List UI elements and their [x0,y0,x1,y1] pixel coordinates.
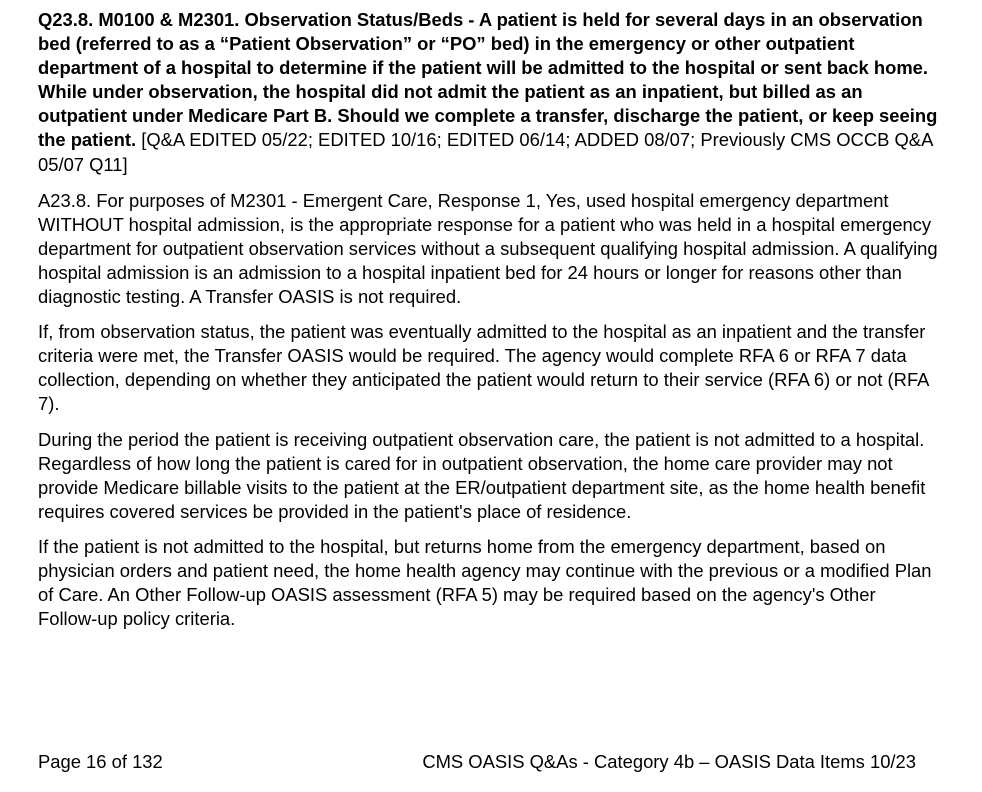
question-edit-history: [Q&A EDITED 05/22; EDITED 10/16; EDITED 06/14; ADDED 08/07; Previously CMS OCCB Q&A 05/07 Q11] [38,129,933,175]
page-number: Page 16 of 132 [38,751,163,772]
document-title: CMS OASIS Q&As - Category 4b – OASIS Data Items 10/23 [422,751,916,772]
document-body [38,8,938,642]
answer-paragraph-3: During the period the patient is receiving outpatient observation care, the patient is not admitted to a hospital. Regardless of how long the patient is cared for in outpatient observation, the home care provider may not provide Medicare billable visits to the patient at the ER/outpatient department site, as the home health benefit requires covered services be provided in the patient's place of residence. [38,428,926,522]
answer-paragraph-2: If, from observation status, the patient was eventually admitted to the hospital as an inpatient and the transfer criteria were met, the Transfer OASIS would be required. The agency would complete RFA 6 or RFA 7 data collection, depending on whether they anticipated the patient would return to their service (RFA 6) or not (RFA 7). [38,321,929,415]
answer-paragraph-4: If the patient is not admitted to the hospital, but returns home from the emergency department, based on physician orders and patient need, the home health agency may continue with the previous or a modified Plan of Care. An Other Follow-up OASIS assessment (RFA 5) may be required based on the agency's Other Follow-up policy criteria. [38,535,932,630]
question-q23-8 [38,8,938,177]
question-text: Q23.8. M0100 & M2301. Observation Status/Beds - A patient is held for several days in an observation bed (referred to as a “Patient Observation” or “PO” bed) in the emergency or other outpatient department of a hospital to determine if the patient will be admitted to the hospital or sent back home. While under observation, the hospital did not admit the patient as an inpatient, but billed as an outpatient under Medicare Part B. Should we complete a transfer, discharge the patient, or keep seeing the patient. [38,9,938,151]
answer-paragraph-1: A23.8. For purposes of M2301 - Emergent Care, Response 1, Yes, used hospital emergency department WITHOUT hospital admission, is the appropriate response for a patient who was held in a hospital emergency department for outpatient observation services without a subsequent qualifying hospital admission. A qualifying hospital admission is an admission to a hospital inpatient bed for 24 hours or longer for reasons other than diagnostic testing. A Transfer OASIS is not required. [38,189,938,308]
